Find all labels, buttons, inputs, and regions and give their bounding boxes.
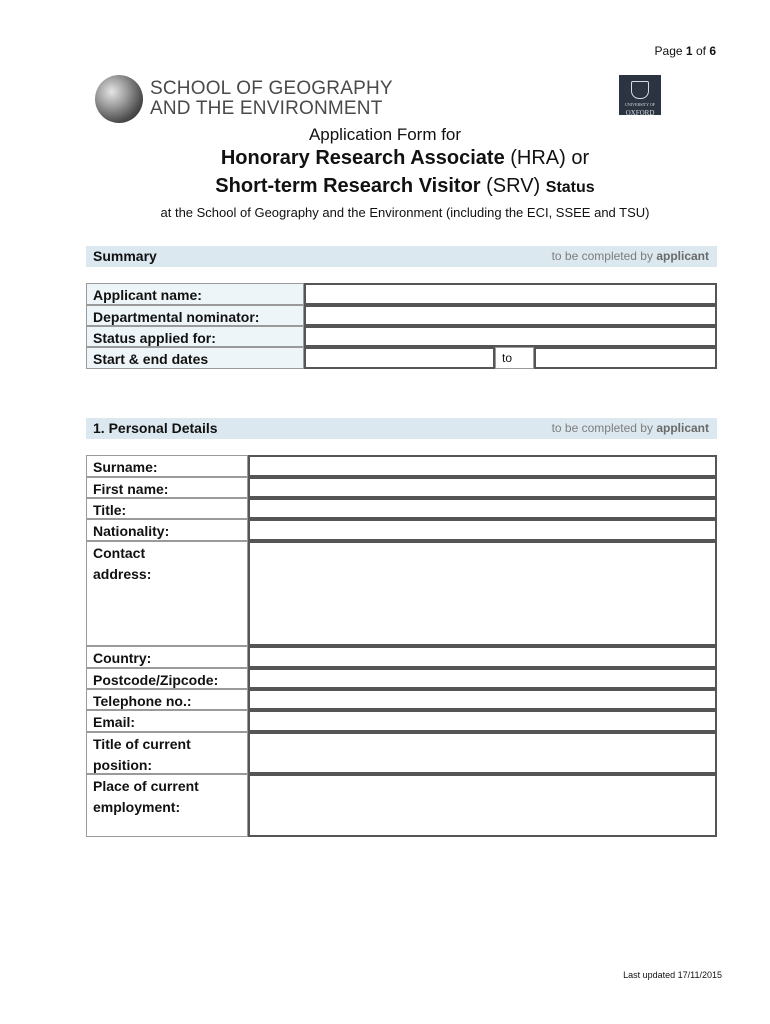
telephone-label: Telephone no.: (86, 689, 248, 710)
contact-address-field[interactable] (248, 541, 717, 646)
country-field[interactable] (248, 646, 717, 668)
current-position-label: Title of current position: (86, 732, 248, 774)
form-subtitle: at the School of Geography and the Environment (including the ECI, SSEE and TSU) (160, 205, 650, 220)
start-end-label: Start & end dates (86, 347, 304, 369)
start-date-field[interactable] (304, 347, 495, 369)
summary-header: Summary to be completed by applicant (86, 246, 717, 267)
form-title-line1: Application Form for (308, 125, 462, 144)
status-applied-field[interactable] (304, 326, 717, 347)
nominator-field[interactable] (304, 305, 717, 326)
telephone-field[interactable] (248, 689, 717, 710)
end-date-field[interactable] (534, 347, 717, 369)
first-name-label: First name: (86, 477, 248, 498)
status-applied-label: Status applied for: (86, 326, 304, 347)
applicant-name-label: Applicant name: (86, 283, 304, 305)
nationality-field[interactable] (248, 519, 717, 541)
nationality-label: Nationality: (86, 519, 248, 541)
personal-details-header: 1. Personal Details to be completed by applicant (86, 418, 717, 439)
school-logo-text: SCHOOL OF GEOGRAPHY AND THE ENVIRONMENT (150, 78, 393, 119)
oxford-logo: UNIVERSITY OF OXFORD (619, 75, 661, 115)
surname-label: Surname: (86, 455, 248, 477)
postcode-label: Postcode/Zipcode: (86, 668, 248, 689)
country-label: Country: (86, 646, 248, 668)
first-name-field[interactable] (248, 477, 717, 498)
surname-field[interactable] (248, 455, 717, 477)
form-title-hra: Honorary Research Associate (HRA) or (220, 147, 590, 169)
page-number: Page 1 of 6 (654, 44, 716, 58)
current-position-field[interactable] (248, 732, 717, 774)
to-label: to (495, 347, 534, 369)
email-field[interactable] (248, 710, 717, 732)
title-label: Title: (86, 498, 248, 519)
contact-address-label: Contact address: (86, 541, 248, 646)
form-title-srv: Short-term Research Visitor (SRV) Status (215, 175, 595, 197)
last-updated: Last updated 17/11/2015 (623, 970, 722, 980)
current-employment-label: Place of current employment: (86, 774, 248, 837)
nominator-label: Departmental nominator: (86, 305, 304, 326)
title-field[interactable] (248, 498, 717, 519)
current-employment-field[interactable] (248, 774, 717, 837)
oxford-crest-icon (631, 81, 649, 99)
globe-logo-icon (95, 75, 143, 123)
email-label: Email: (86, 710, 248, 732)
postcode-field[interactable] (248, 668, 717, 689)
applicant-name-field[interactable] (304, 283, 717, 305)
